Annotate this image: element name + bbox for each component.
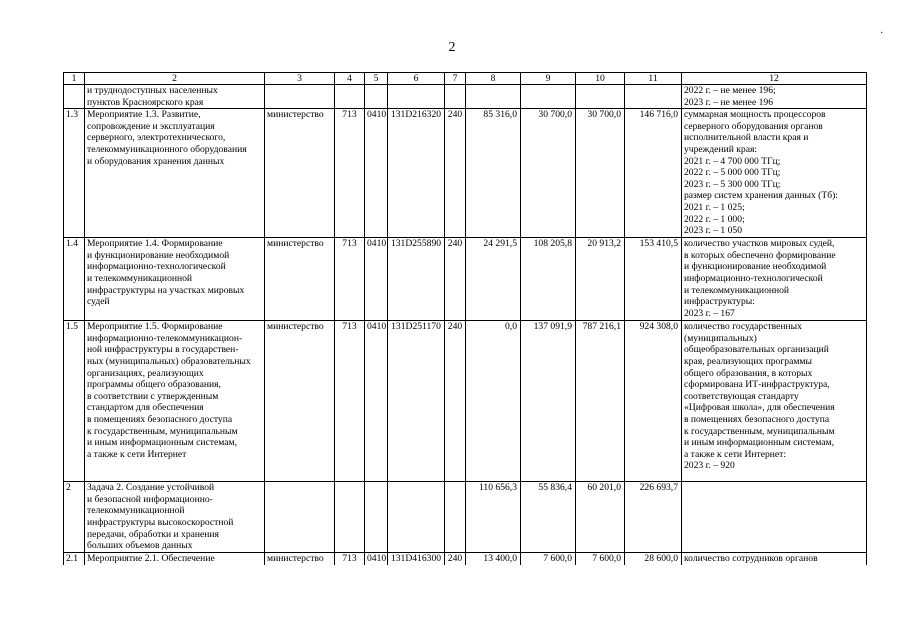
header-cell: 2 <box>85 73 265 85</box>
amount-col-8: 85 316,0 <box>466 109 521 238</box>
executor <box>265 482 335 553</box>
header-cell: 7 <box>445 73 466 85</box>
executor: министерство <box>265 321 335 482</box>
amount-col-10: 30 700,0 <box>576 109 625 238</box>
table-header-row <box>64 73 867 85</box>
row-number <box>64 85 85 109</box>
code-col-5: 0410 <box>365 321 388 482</box>
header-cell: 11 <box>625 73 682 85</box>
amount-col-8 <box>466 85 521 109</box>
amount-col-8: 0,0 <box>466 321 521 482</box>
table-row <box>64 482 867 553</box>
corner-mark: · <box>880 28 884 39</box>
header-cell: 8 <box>466 73 521 85</box>
code-col-5 <box>365 482 388 553</box>
executor: министерство <box>265 238 335 321</box>
amount-col-10: 787 216,1 <box>576 321 625 482</box>
amount-col-11: 146 716,0 <box>625 109 682 238</box>
amount-col-10 <box>576 85 625 109</box>
amount-col-11 <box>625 85 682 109</box>
amount-col-11: 924 308,0 <box>625 321 682 482</box>
row-number: 1.3 <box>64 109 85 238</box>
activity-name: Мероприятие 1.5. Формирование информационно-телекоммуникацион- ной инфраструктуры в государствен- ных (муниципальных) образовательных организациях, реализующих программы общего образования, в соответствии с утвержденным стандартом для обеспечения в помещениях безопасного доступа к государственным, муниципальным и иным информационным системам, а также к сети Интернет <box>85 321 265 482</box>
executor: министерство <box>265 109 335 238</box>
code-col-7: 240 <box>445 553 466 566</box>
row-number: 1.5 <box>64 321 85 482</box>
executor: министерство <box>265 553 335 566</box>
code-col-7 <box>445 482 466 553</box>
code-col-4: 713 <box>335 321 365 482</box>
row-number: 2 <box>64 482 85 553</box>
code-col-6 <box>388 85 445 109</box>
amount-col-8: 110 656,3 <box>466 482 521 553</box>
header-cell: 5 <box>365 73 388 85</box>
table-row <box>64 238 867 321</box>
code-col-5 <box>365 85 388 109</box>
code-col-6: 131D255890 <box>388 238 445 321</box>
row-number: 1.4 <box>64 238 85 321</box>
amount-col-11: 28 600,0 <box>625 553 682 566</box>
expected-result: 2022 г. – не менее 196; 2023 г. – не менее 196 <box>682 85 867 109</box>
code-col-4: 713 <box>335 109 365 238</box>
row-number: 2.1 <box>64 553 85 566</box>
table-row <box>64 553 867 566</box>
amount-col-10: 60 201,0 <box>576 482 625 553</box>
header-cell: 1 <box>64 73 85 85</box>
code-col-4 <box>335 482 365 553</box>
amount-col-9: 137 091,9 <box>521 321 576 482</box>
amount-col-9: 7 600,0 <box>521 553 576 566</box>
amount-col-9: 30 700,0 <box>521 109 576 238</box>
amount-col-9: 108 205,8 <box>521 238 576 321</box>
header-cell: 12 <box>682 73 867 85</box>
activity-name: Мероприятие 1.4. Формирование и функционирование необходимой информационно-технологической и телекоммуникационной инфраструктуры на участках мировых судей <box>85 238 265 321</box>
amount-col-11: 153 410,5 <box>625 238 682 321</box>
code-col-7: 240 <box>445 321 466 482</box>
code-col-6: 131D216320 <box>388 109 445 238</box>
activity-name: Мероприятие 1.3. Развитие, сопровождение и эксплуатация серверного, электротехнического, телекоммуникационного оборудования и оборудования хранения данных <box>85 109 265 238</box>
amount-col-9 <box>521 85 576 109</box>
table-row <box>64 109 867 238</box>
code-col-4: 713 <box>335 553 365 566</box>
program-activities-table <box>63 72 867 565</box>
code-col-7 <box>445 85 466 109</box>
code-col-6: 131D416300 <box>388 553 445 566</box>
code-col-5: 0410 <box>365 238 388 321</box>
header-cell: 10 <box>576 73 625 85</box>
page-number: 2 <box>448 40 456 55</box>
code-col-5: 0410 <box>365 109 388 238</box>
amount-col-10: 7 600,0 <box>576 553 625 566</box>
activity-name: Мероприятие 2.1. Обеспечение <box>85 553 265 566</box>
expected-result <box>682 482 867 553</box>
amount-col-10: 20 913,2 <box>576 238 625 321</box>
expected-result: количество государственных (муниципальных) общеобразовательных организаций края, реализующих программы общего образования, в которых сформирована ИТ-инфраструктура, соответствующая стандарту «Цифровая школа», для обеспечения в помещениях безопасного доступа к государственным, муниципальным и иным информационным системам, а также к сети Интернет: 2023 г. – 920 <box>682 321 867 482</box>
amount-col-11: 226 693,7 <box>625 482 682 553</box>
expected-result: количество сотрудников органов <box>682 553 867 566</box>
expected-result: суммарная мощность процессоров серверного оборудования органов исполнительной власти края и учреждений края: 2021 г. – 4 700 000 ТГц; 2022 г. – 5 000 000 ТГц; 2023 г. – 5 300 000 ТГц; размер систем хранения данных (Тб): 2021 г. – 1 025; 2022 г. – 1 000; 2023 г. – 1 050 <box>682 109 867 238</box>
amount-col-8: 24 291,5 <box>466 238 521 321</box>
code-col-4: 713 <box>335 238 365 321</box>
header-cell: 6 <box>388 73 445 85</box>
activity-name: Задача 2. Создание устойчивой и безопасной информационно- телекоммуникационной инфраструктуры высокоскоростной передачи, обработки и хранения больших объемов данных <box>85 482 265 553</box>
code-col-7: 240 <box>445 238 466 321</box>
code-col-5: 0410 <box>365 553 388 566</box>
header-cell: 3 <box>265 73 335 85</box>
table-row <box>64 321 867 482</box>
amount-col-8: 13 400,0 <box>466 553 521 566</box>
code-col-6: 131D251170 <box>388 321 445 482</box>
expected-result: количество участков мировых судей, в которых обеспечено формирование и функционирование необходимой информационно-технологической и телекоммуникационной инфраструктуры: 2023 г. – 167 <box>682 238 867 321</box>
code-col-6 <box>388 482 445 553</box>
header-cell: 4 <box>335 73 365 85</box>
code-col-7: 240 <box>445 109 466 238</box>
executor <box>265 85 335 109</box>
table-row <box>64 85 867 109</box>
header-cell: 9 <box>521 73 576 85</box>
amount-col-9: 55 836,4 <box>521 482 576 553</box>
activity-name: и труднодоступных населенных пунктов Красноярского края <box>85 85 265 109</box>
code-col-4 <box>335 85 365 109</box>
